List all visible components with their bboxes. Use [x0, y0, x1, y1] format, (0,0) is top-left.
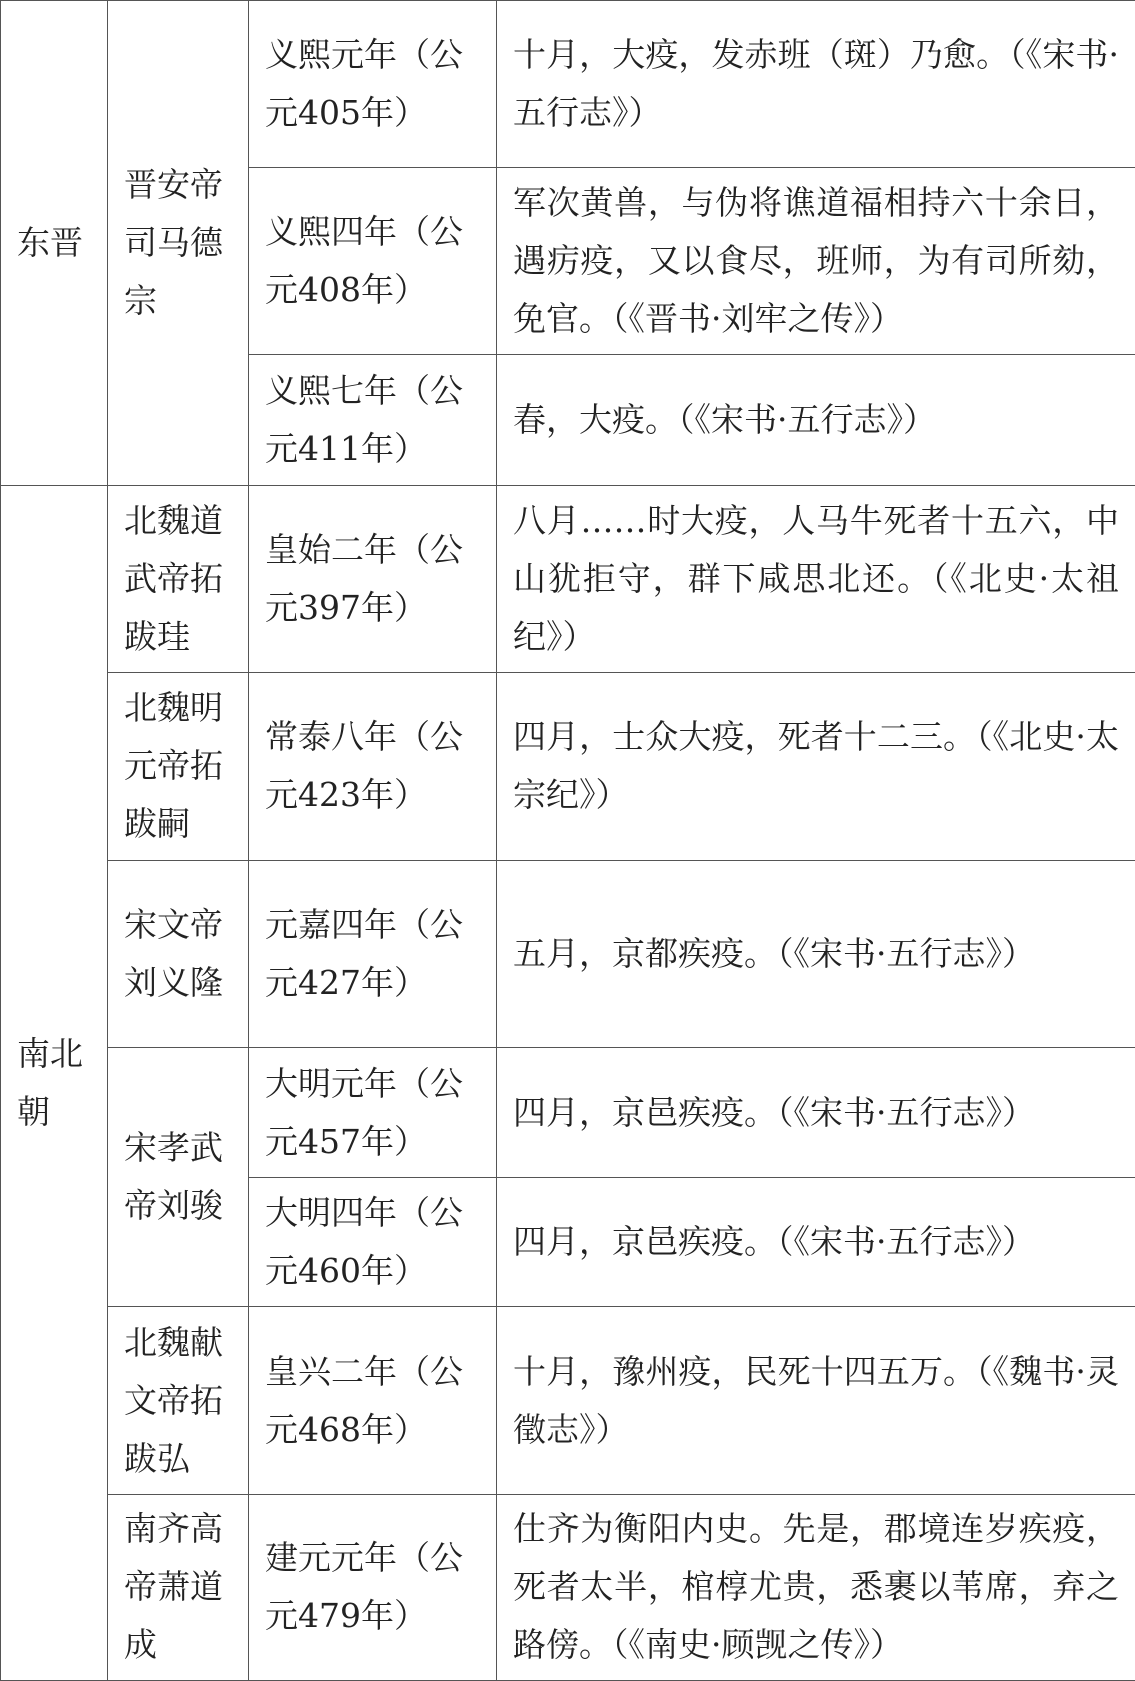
date-cell: 皇兴二年（公元468年）	[249, 1307, 497, 1494]
record-cell: 八月……时大疫，人马牛死者十五六，中山犹拒守，群下咸思北还。（《北史·太祖纪》）	[497, 485, 1135, 672]
record-cell: 十月，豫州疫，民死十四五万。（《魏书·灵徵志》）	[497, 1307, 1135, 1494]
date-cell: 义熙四年（公元408年）	[249, 168, 497, 355]
emperor-cell: 宋文帝刘义隆	[108, 860, 249, 1047]
date-cell: 常泰八年（公元423年）	[249, 672, 497, 860]
dynasty-cell: 东晋	[1, 1, 108, 486]
date-cell: 大明元年（公元457年）	[249, 1048, 497, 1178]
emperor-cell: 晋安帝司马德宗	[108, 1, 249, 486]
record-cell: 五月，京都疾疫。（《宋书·五行志》）	[497, 860, 1135, 1047]
date-cell: 义熙七年（公元411年）	[249, 355, 497, 485]
table-row	[1, 1048, 1135, 1178]
emperor-cell: 宋孝武帝刘骏	[108, 1048, 249, 1307]
table-row	[1, 485, 1135, 672]
table-row	[1, 860, 1135, 1047]
record-cell: 仕齐为衡阳内史。先是，郡境连岁疾疫，死者太半，棺椁尤贵，悉裹以苇席，弃之路傍。（《南史·顾觊之传》）	[497, 1494, 1135, 1680]
emperor-cell: 南齐高帝萧道成	[108, 1494, 249, 1680]
date-cell: 大明四年（公元460年）	[249, 1178, 497, 1307]
emperor-cell: 北魏道武帝拓跋珪	[108, 485, 249, 672]
record-cell: 四月，京邑疾疫。（《宋书·五行志》）	[497, 1048, 1135, 1178]
record-cell: 四月，京邑疾疫。（《宋书·五行志》）	[497, 1178, 1135, 1307]
emperor-cell: 北魏献文帝拓跋弘	[108, 1307, 249, 1494]
table-row	[1, 672, 1135, 860]
record-cell: 军次黄兽，与伪将谯道福相持六十余日，遇疠疫，又以食尽，班师，为有司所劾，免官。（《晋书·刘牢之传》）	[497, 168, 1135, 355]
dynasty-cell: 南北朝	[1, 485, 108, 1680]
date-cell: 义熙元年（公元405年）	[249, 1, 497, 168]
emperor-cell: 北魏明元帝拓跋嗣	[108, 672, 249, 860]
date-cell: 建元元年（公元479年）	[249, 1494, 497, 1680]
record-cell: 十月，大疫，发赤班（斑）乃愈。（《宋书·五行志》）	[497, 1, 1135, 168]
date-cell: 皇始二年（公元397年）	[249, 485, 497, 672]
table-row	[1, 1307, 1135, 1494]
table-row	[1, 1, 1135, 168]
table-row	[1, 1494, 1135, 1680]
date-cell: 元嘉四年（公元427年）	[249, 860, 497, 1047]
record-cell: 春，大疫。（《宋书·五行志》）	[497, 355, 1135, 485]
record-cell: 四月，士众大疫，死者十二三。（《北史·太宗纪》）	[497, 672, 1135, 860]
